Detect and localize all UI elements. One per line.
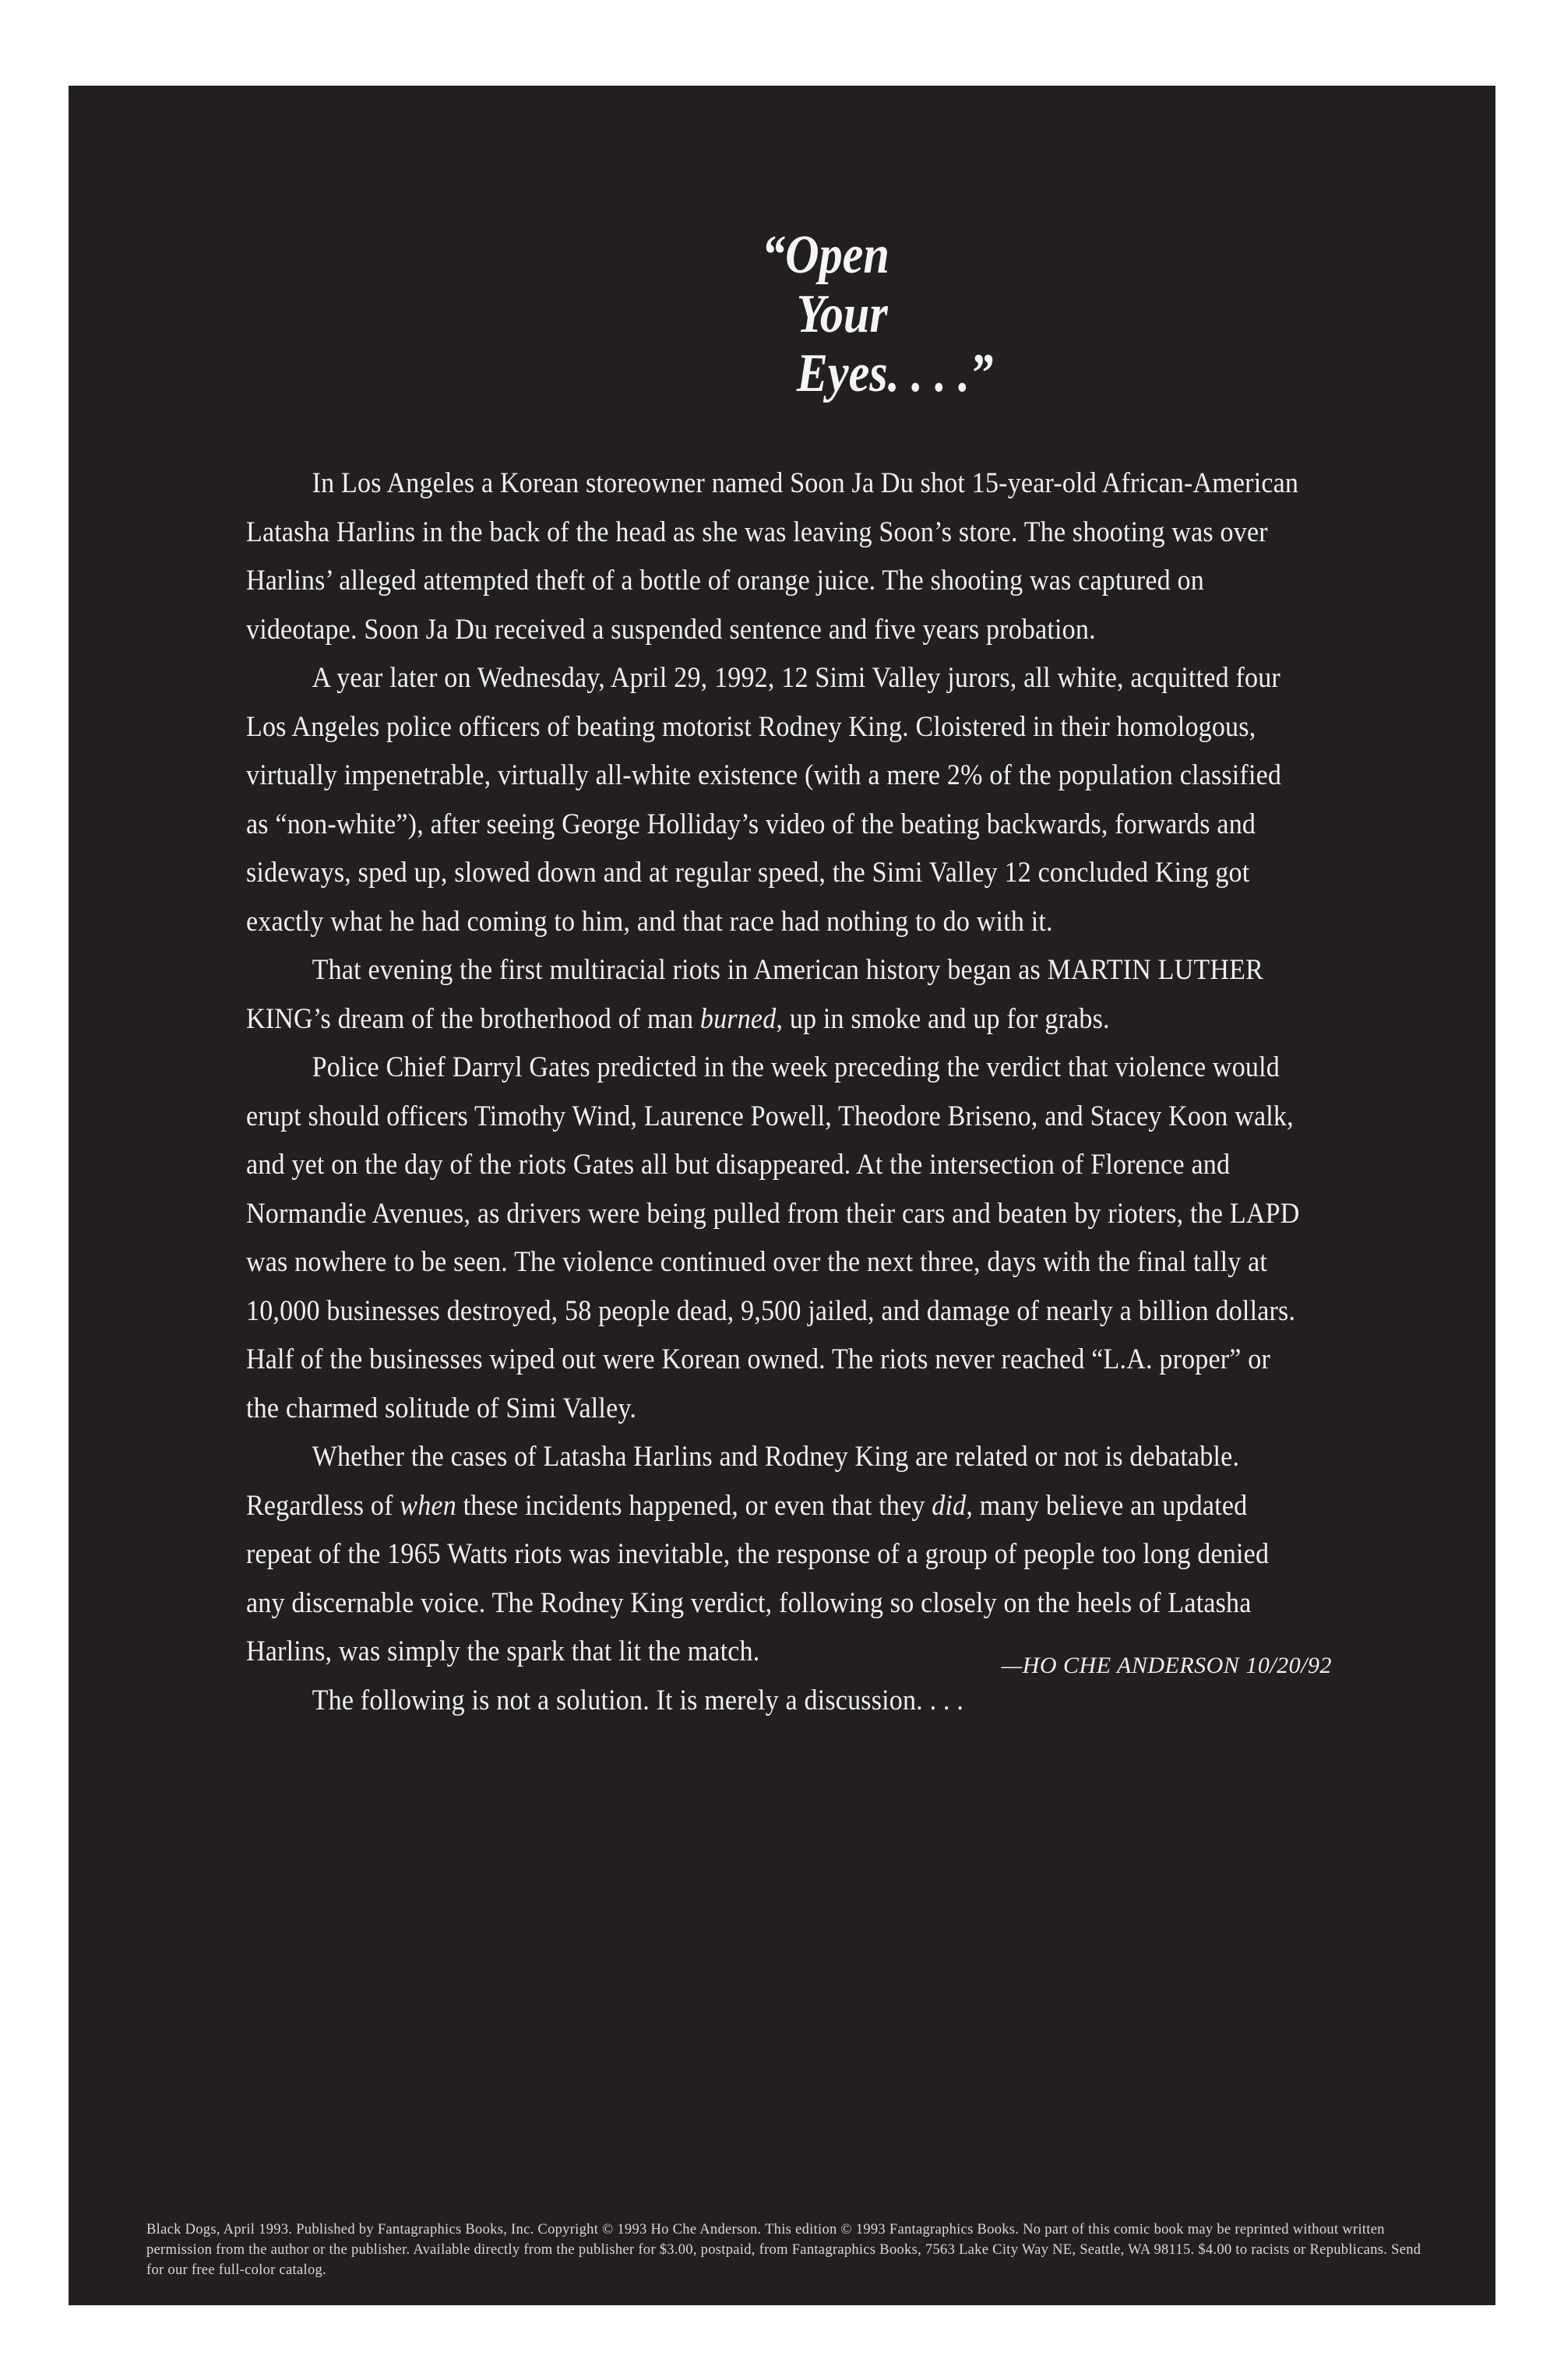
paragraph-text: In Los Angeles a Korean storeowner named Soon Ja Du shot 15-year-old African-American Latasha Harlins in the back of the head as she was leaving Soon’s store. The shooting was over Harlins’ alleged attempted theft of a bottle of orange juice. The shooting was captured on videotape. Soon Ja Du received a suspended sentence and five years probation. <box>246 467 1299 646</box>
paragraph-text: , many believe an updated repeat of the 1965 Watts riots was inevitable, the response of a group of people too long denied any discernable voice. The Rodney King verdict, following so closely on the heels of Latasha Harlins, was simply the spark that lit the match. <box>246 1489 1270 1667</box>
paragraph-text: , up in smoke and up for grabs. <box>776 1002 1110 1035</box>
title-line-3: Eyes. . . .” <box>796 343 994 403</box>
copyright-notice: Black Dogs, April 1993. Published by Fantagraphics Books, Inc. Copyright © 1993 Ho Che Anderson. This edition © 1993 Fantagraphics Books. No part of this comic book may be reprinted without written permission from the author or the publisher. Available directly from the publisher for $3.00, postpaid, from Fantagraphics Books, 7563 Lake City Way NE, Seattle, WA 98115. $4.00 to racists or Republicans. Send for our free full-color catalog. <box>146 2222 1421 2278</box>
emphasis-text: burned <box>699 1002 777 1035</box>
paragraph-text: A year later on Wednesday, April 29, 1992, 12 Simi Valley jurors, all white, acquitted four Los Angeles police officers of beating motorist Rodney King. Cloistered in their homologous, virtually impenetrable, virtually all-white existence (with a mere 2% of the population classified as “non-white”), after seeing George Holliday’s video of the beating backwards, forwards and sideways, sped up, slowed down and at regular speed, the Simi Valley 12 concluded King got exactly what he had coming to him, and that race had nothing to do with it. <box>246 662 1282 938</box>
author-signature: —HO CHE ANDERSON 10/20/92 <box>1001 1653 1332 1678</box>
paragraph <box>246 946 1307 1044</box>
cover-panel <box>69 86 1495 2305</box>
page-title <box>762 226 1097 403</box>
paragraph-text: That evening the first multiracial riots in American history began as MARTIN LUTHER KING’s dream of the brotherhood of man <box>246 954 1264 1035</box>
paragraph <box>246 1044 1307 1433</box>
paragraph <box>246 654 1307 946</box>
paragraph <box>246 1433 1307 1677</box>
title-line-2: Your <box>796 284 888 344</box>
paragraph-text: Whether the cases of Latasha Harlins and Rodney King are related or not is debatable. Regardless of <box>246 1441 1240 1522</box>
paragraph <box>246 459 1307 654</box>
paragraph-text: Police Chief Darryl Gates predicted in the week preceding the verdict that violence would erupt should officers Timothy Wind, Laurence Powell, Theodore Briseno, and Stacey Koon walk, and yet on the day of the riots Gates all but disappeared. At the intersection of Florence and Normandie Avenues, as drivers were being pulled from their cars and beaten by rioters, the LAPD was nowhere to be seen. The violence continued over the next three, days with the final tally at 10,000 businesses destroyed, 58 people dead, 9,500 jailed, and damage of nearly a billion dollars. Half of the businesses wiped out were Korean owned. The riots never reached “L.A. proper” or the charmed solitude of Simi Valley. <box>246 1051 1300 1424</box>
body-text <box>246 459 1307 1725</box>
paragraph-text: The following is not a solution. It is merely a discussion. . . . <box>312 1684 964 1716</box>
title-line-1: “Open <box>762 225 889 285</box>
paragraph-text: these incidents happened, or even that they <box>456 1489 932 1522</box>
emphasis-text: did <box>932 1489 967 1522</box>
paragraph <box>246 1677 1307 1726</box>
emphasis-text: when <box>400 1489 456 1522</box>
